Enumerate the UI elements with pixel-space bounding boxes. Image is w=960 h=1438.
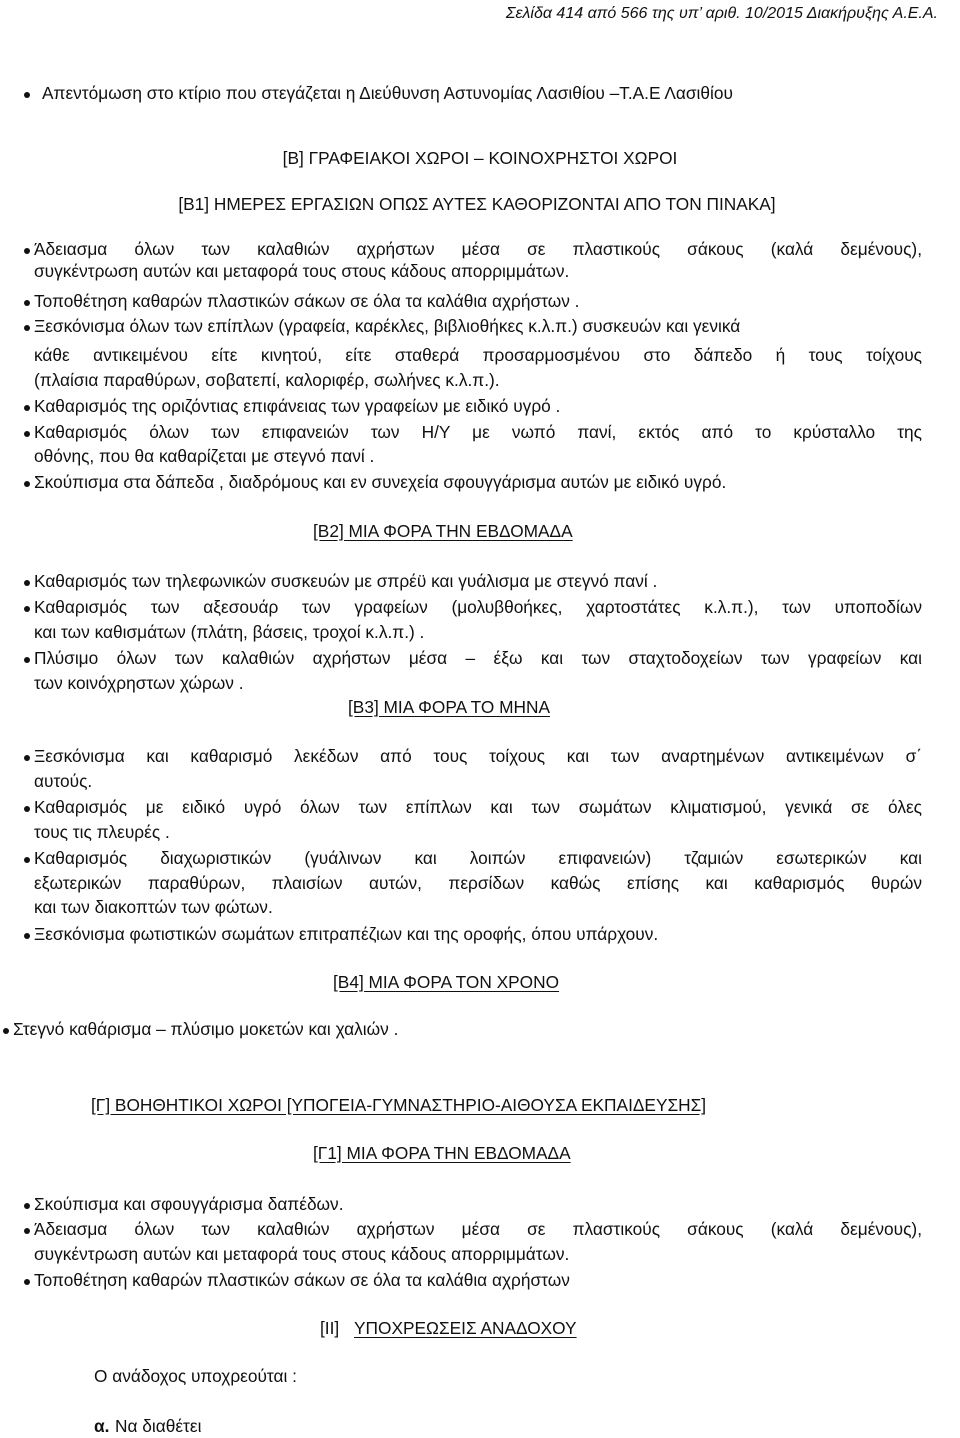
- list-item: [34, 1194, 924, 1216]
- list-item: [34, 571, 924, 593]
- bullet-icon: [24, 857, 30, 863]
- section-b4-title: [Β4] ΜΙΑ ΦΟΡΑ ΤΟΝ ΧΡΟΝΟ: [333, 972, 560, 992]
- list-item-line: Πλύσιμο όλων των καλαθιών αχρήστων μέσα – έξω και των σταχτοδοχείων των γραφείων και: [34, 648, 922, 668]
- list-item: [34, 597, 922, 643]
- contractor-intro: Ο ανάδοχος υποχρεούται :: [94, 1366, 297, 1386]
- list-item-line: (πλαίσια παραθύρων, σοβατεπί, καλοριφέρ, σωλήνες κ.λ.π.).: [34, 369, 500, 390]
- list-item: [34, 396, 924, 418]
- intro-bullet-text: Απεντόμωση στο κτίριο που στεγάζεται η Διεύθυνση Αστυνομίας Λασιθίου –Τ.Α.Ε Λασιθίου: [42, 83, 733, 103]
- list-item-line: Ξεσκόνισμα φωτιστικών σωμάτων επιτραπέζιων και της οροφής, όπου υπάρχουν.: [34, 924, 659, 944]
- list-item-line: των κοινόχρηστων χώρων .: [34, 672, 244, 693]
- section-b-title: [Β] ΓΡΑΦΕΙΑΚΟΙ ΧΩΡΟΙ – ΚΟΙΝΟΧΡΗΣΤΟΙ ΧΩΡΟΙ: [282, 148, 678, 168]
- section-ii-title: ΥΠΟΧΡΕΩΣΕΙΣ ΑΝΑΔΟΧΟΥ: [354, 1318, 577, 1338]
- page-header: Σελίδα 414 από 566 της υπ’ αριθ. 10/2015 Διακήρυξης Α.Ε.Α.: [505, 5, 938, 22]
- section-b2-title: [Β2] ΜΙΑ ΦΟΡΑ ΤΗΝ ΕΒΔΟΜΑΔΑ: [313, 521, 573, 541]
- list-item-line: συγκέντρωση αυτών και μεταφορά τους στους κάδους απορριμμάτων.: [34, 260, 570, 281]
- bullet-icon: [24, 431, 30, 437]
- bullet-icon: [24, 1228, 30, 1234]
- list-item-line: Καθαρισμός διαχωριστικών (γυάλινων και λοιπών επιφανειών) τζαμιών εσωτερικών και: [34, 848, 922, 868]
- bullet-icon: [24, 405, 30, 411]
- list-item-line: συγκέντρωση αυτών και μεταφορά τους στους κάδους απορριμμάτων.: [34, 1243, 570, 1264]
- list-item: [34, 1270, 924, 1292]
- list-item: [34, 924, 924, 946]
- list-item: [34, 422, 922, 467]
- list-item-line: κάθε αντικειμένου είτε κινητού, είτε σταθερά προσαρμοσμένου στο δάπεδο ή τους τοίχους: [34, 345, 922, 365]
- list-item-line: Τοποθέτηση καθαρών πλαστικών σάκων σε όλα τα καλάθια αχρήστων .: [34, 291, 580, 311]
- section-ii-prefix: [ΙΙ]: [320, 1318, 340, 1338]
- list-item: [34, 291, 924, 313]
- bullet-icon: [24, 1279, 30, 1285]
- section-g-title: [Γ] ΒΟΗΘΗΤΙΚΟΙ ΧΩΡΟΙ [ΥΠΟΓΕΙΑ-ΓΥΜΝΑΣΤΗΡΙΟ-ΑΙΘΟΥΣΑ ΕΚΠΑΙΔΕΥΣΗΣ]: [91, 1095, 707, 1115]
- list-item-line: Άδειασμα όλων των καλαθιών αχρήστων μέσα σε πλαστικούς σάκους (καλά δεμένους),: [34, 239, 922, 259]
- list-item-line: και των διακοπτών των φώτων.: [34, 897, 273, 917]
- list-item: [34, 797, 922, 843]
- section-b3-title: [Β3] ΜΙΑ ΦΟΡΑ ΤΟ ΜΗΝΑ: [348, 697, 551, 717]
- bullet-icon: [24, 580, 30, 586]
- list-item-line: Καθαρισμός όλων των επιφανειών των Η/Υ με νωπό πανί, εκτός από το κρύσταλλο της: [34, 422, 922, 442]
- bullet-icon: [24, 755, 30, 761]
- item-a-text: Να διαθέτει: [115, 1416, 202, 1436]
- list-item-line: Ξεσκόνισμα όλων των επίπλων (γραφεία, καρέκλες, βιβλιοθήκες κ.λ.π.) συσκευών και γενικά: [34, 316, 741, 336]
- list-item-line: Καθαρισμός με ειδικό υγρό όλων των επίπλων και των σωμάτων κλιματισμού, γενικά σε όλες: [34, 797, 922, 817]
- bullet-icon: [24, 92, 30, 98]
- list-item-line: Καθαρισμός των τηλεφωνικών συσκευών με σπρέϋ και γυάλισμα με στεγνό πανί .: [34, 571, 658, 591]
- list-item-line: οθόνης, που θα καθαρίζεται με στεγνό πανί .: [34, 445, 375, 466]
- list-item-line: Σκούπισμα και σφουγγάρισμα δαπέδων.: [34, 1194, 344, 1214]
- bullet-icon: [24, 1203, 30, 1209]
- list-item: [34, 1219, 922, 1265]
- bullet-icon: [24, 806, 30, 812]
- item-a-label: α.: [94, 1416, 110, 1436]
- bullet-icon: [24, 657, 30, 663]
- section-g1-title: [Γ1] ΜΙΑ ΦΟΡΑ ΤΗΝ ΕΒΔΟΜΑΔΑ: [313, 1143, 571, 1163]
- section-b1-title: [Β1] ΗΜΕΡΕΣ ΕΡΓΑΣΙΩΝ ΟΠΩΣ ΑΥΤΕΣ ΚΑΘΟΡΙΖΟΝΤΑΙ ΑΠΟ ΤΟΝ ΠΙΝΑΚΑ]: [178, 194, 776, 214]
- b4-item-text: Στεγνό καθάρισμα – πλύσιμο μοκετών και χαλιών .: [13, 1019, 399, 1039]
- list-item-line: Καθαρισμός της οριζόντιας επιφάνειας των γραφείων με ειδικό υγρό .: [34, 396, 561, 416]
- list-item-continued: [34, 322, 922, 344]
- bullet-icon: [24, 481, 30, 487]
- list-item-line: εξωτερικών παραθύρων, πλαισίων αυτών, περσίδων καθώς επίσης και καθαρισμός θυρών: [34, 872, 922, 893]
- list-item-line: τους τις πλευρές .: [34, 821, 170, 842]
- list-item: [34, 472, 924, 494]
- list-item-line: Τοποθέτηση καθαρών πλαστικών σάκων σε όλα τα καλάθια αχρήστων: [34, 1270, 570, 1290]
- bullet-icon: [3, 1028, 9, 1034]
- list-item-continued: [34, 345, 922, 391]
- list-item-line: Άδειασμα όλων των καλαθιών αχρήστων μέσα σε πλαστικούς σάκους (καλά δεμένους),: [34, 1219, 922, 1239]
- bullet-icon: [24, 300, 30, 306]
- bullet-icon: [24, 606, 30, 612]
- list-item-line: Ξεσκόνισμα και καθαρισμό λεκέδων από τους τοίχους και των αναρτημένων αντικειμένων σ΄: [34, 746, 922, 766]
- bullet-icon: [24, 933, 30, 939]
- bullet-icon: [24, 325, 30, 331]
- list-item-line: Καθαρισμός των αξεσουάρ των γραφείων (μολυβθοήκες, χαρτοστάτες κ.λ.π.), των υποποδίων: [34, 597, 922, 617]
- list-item: [34, 848, 922, 919]
- list-item-line: Σκούπισμα στα δάπεδα , διαδρόμους και εν συνεχεία σφουγγάρισμα αυτών με ειδικό υγρό.: [34, 472, 727, 492]
- list-item: [34, 239, 922, 282]
- list-item: [34, 648, 922, 694]
- list-item-line: και των καθισμάτων (πλάτη, βάσεις, τροχοί κ.λ.π.) .: [34, 621, 425, 642]
- list-item-line: αυτούς.: [34, 770, 93, 791]
- bullet-icon: [24, 248, 30, 254]
- list-item: [34, 746, 922, 792]
